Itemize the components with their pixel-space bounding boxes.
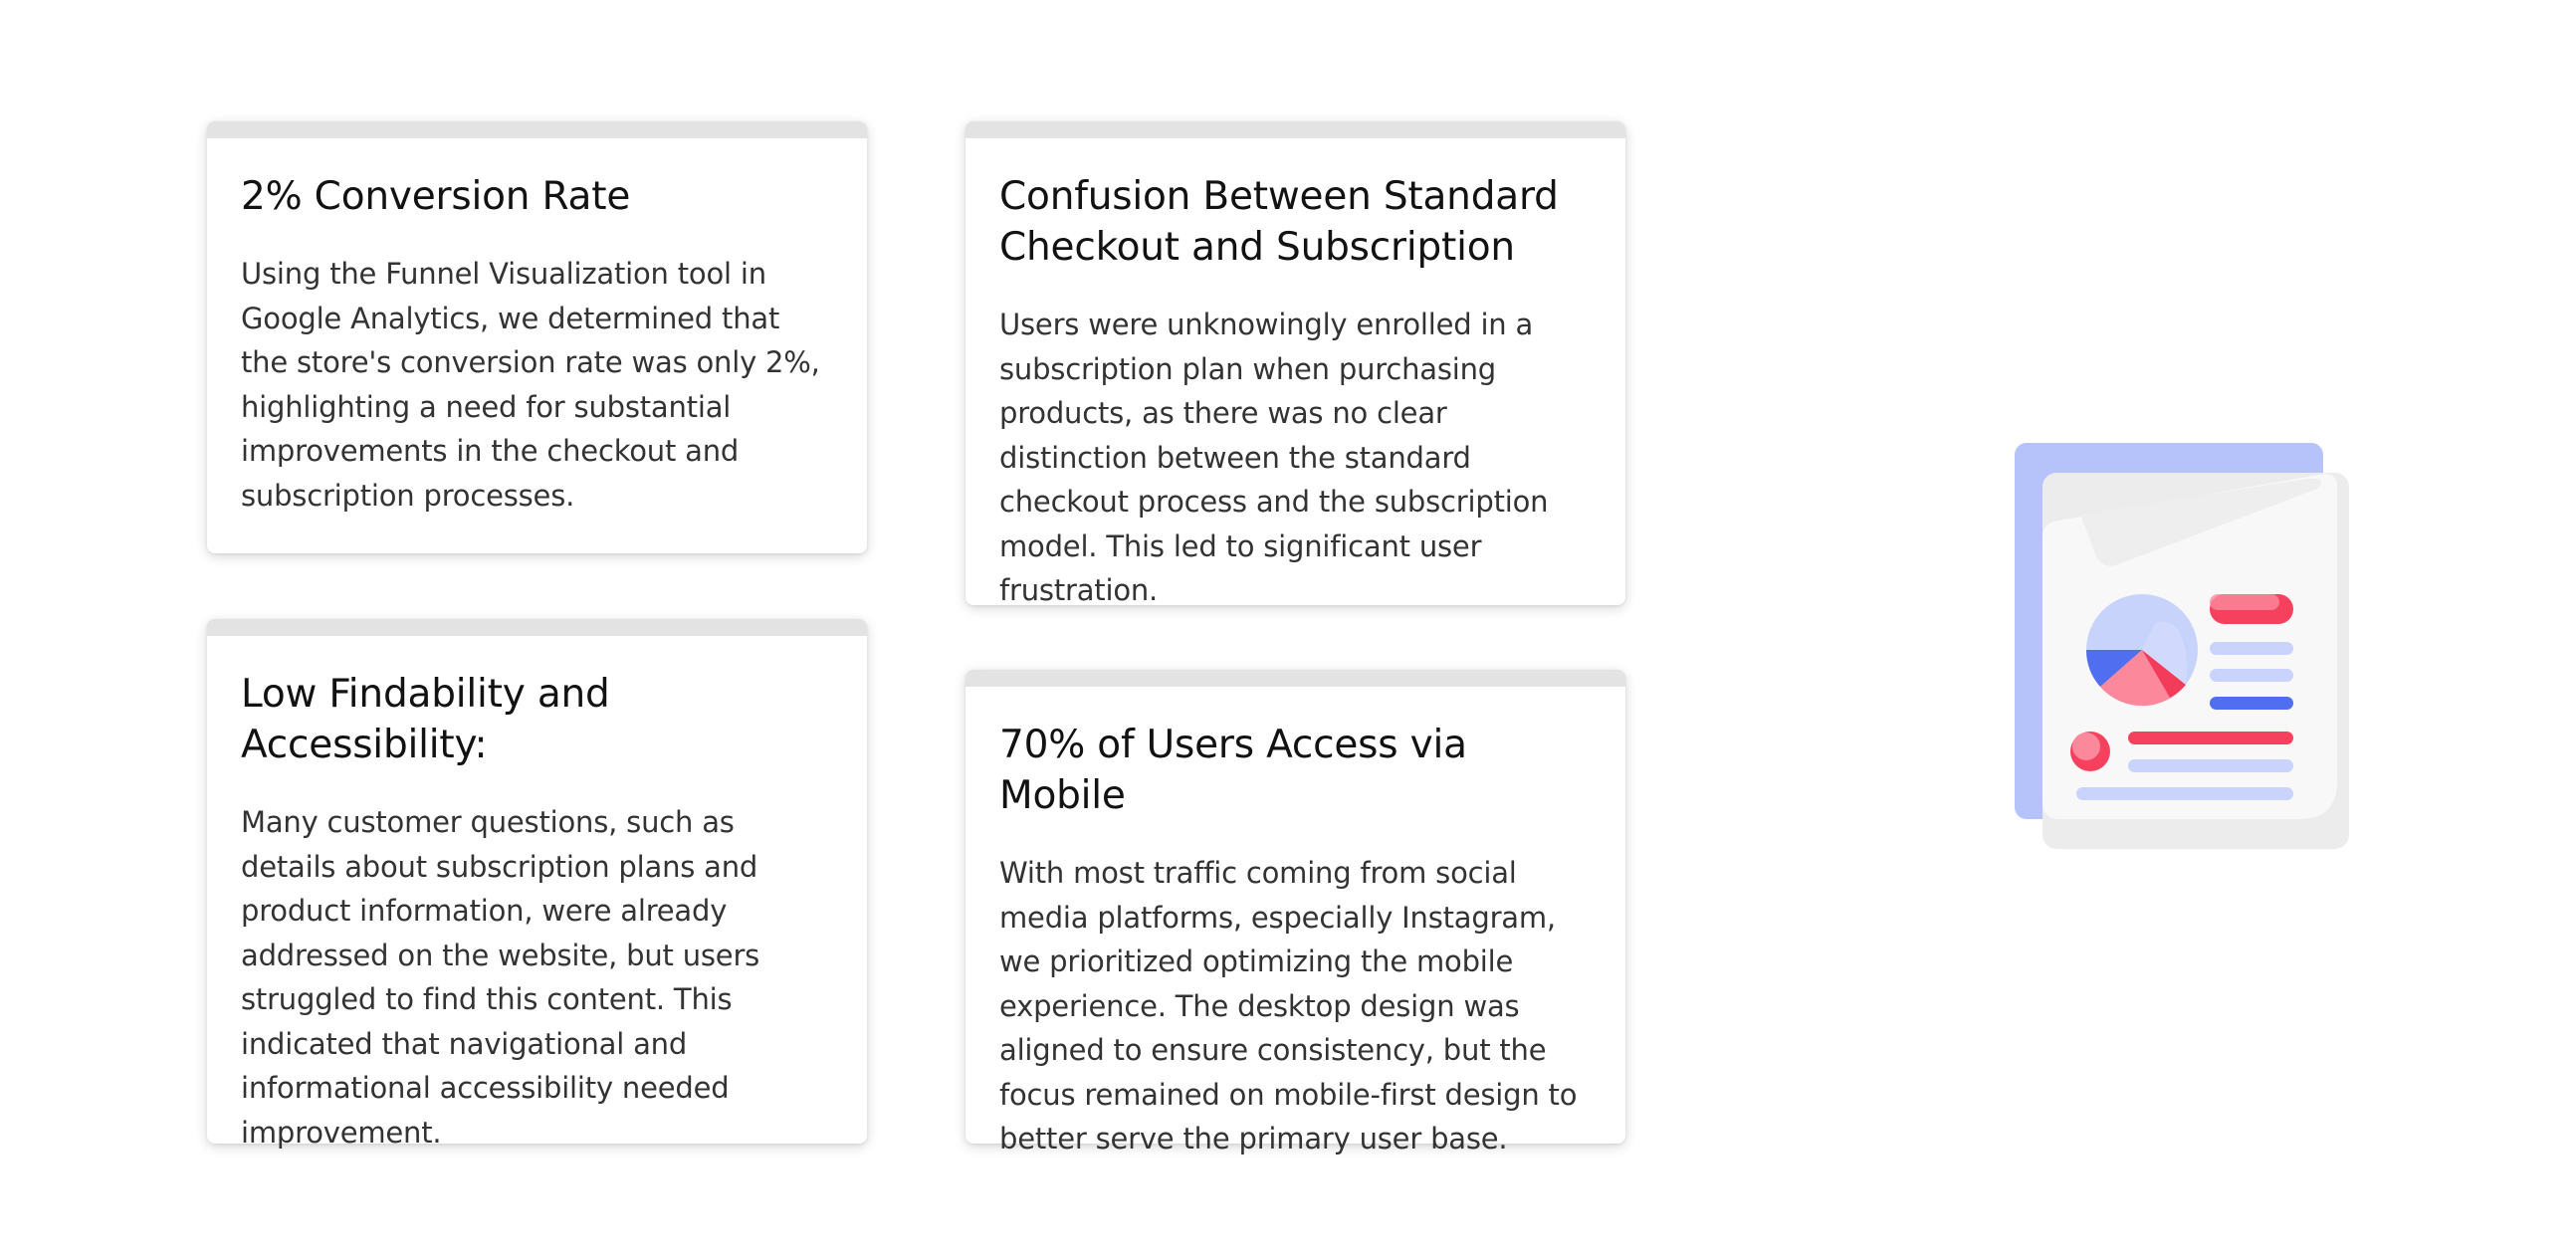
line-light-3 (2128, 759, 2293, 772)
card-body: Many customer questions, such as details about subscription plans and product information, were already addressed on the website, but users struggled to find this content. This indicated that navigational and informational accessibility needed improvement. (241, 805, 760, 1150)
card-body: Users were unknowingly enrolled in a subscription plan when purchasing products, as there was no clear distinction between the standard checkout process and the subscription model. This led to significant user frustration. (999, 308, 1549, 607)
pie-chart-icon (2086, 594, 2198, 706)
card-title: 70% of Users Access via Mobile (999, 723, 1467, 818)
insight-card-conversion-rate (207, 121, 867, 553)
dot-red-highlight (2072, 733, 2100, 760)
insight-card-mobile-users (966, 670, 1625, 1155)
bar-red-pill-highlight (2210, 594, 2279, 610)
card-body: Using the Funnel Visualization tool in Google Analytics, we determined that the store's conversion rate was only 2%, highlighting a need for substantial improvements in the checkout and subscription processes. (241, 257, 820, 513)
insight-card-findability (207, 619, 867, 1150)
line-light-2 (2210, 669, 2293, 682)
card-title: Low Findability and Accessibility: (241, 672, 610, 767)
line-light-1 (2210, 642, 2293, 655)
analytics-report-icon (2001, 443, 2351, 851)
card-title: 2% Conversion Rate (241, 174, 631, 219)
line-light-4 (2076, 787, 2293, 800)
line-blue (2210, 697, 2293, 710)
card-body: With most traffic coming from social media platforms, especially Instagram, we prioritized optimizing the mobile experience. The desktop design was aligned to ensure consistency, but the focus remained on mobile-first design to better serve the primary user base. (999, 856, 1578, 1155)
insight-card-checkout-confusion (966, 121, 1625, 605)
line-red (2128, 732, 2293, 744)
card-title: Confusion Between Standard Checkout and Subscription (999, 174, 1559, 270)
